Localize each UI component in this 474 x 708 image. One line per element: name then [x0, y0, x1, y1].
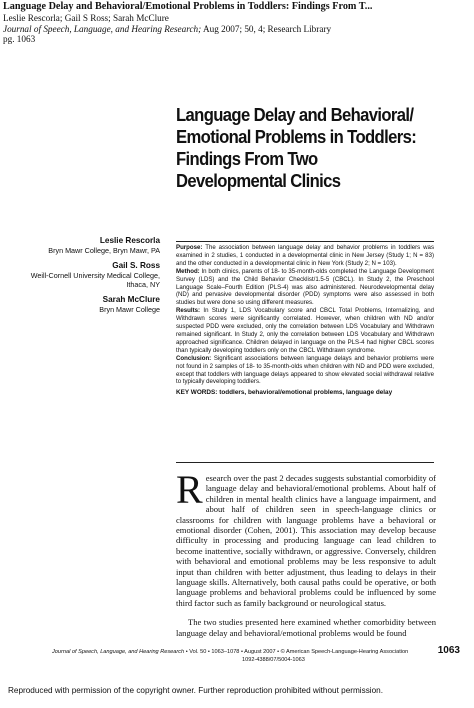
keywords-text: toddlers, behavioral/emotional problems, language delay [217, 389, 393, 397]
abstract-conclusion-text: Significant associations between language delays and behavior problems were not found in 2 samples of 18- to 35-month-olds when children with ND and PDD were excluded, except that toddlers with language delays appeared to show elevated social withdrawal relative to typically developing toddlers. [176, 354, 434, 386]
author-list [30, 236, 160, 320]
author-block [30, 236, 160, 255]
abstract-method [176, 268, 434, 308]
footer-line [52, 647, 460, 656]
abstract-purpose [176, 244, 434, 268]
copyright-notice: Reproduced with permission of the copyright owner. Further reproduction prohibited without permission. [8, 686, 383, 695]
abstract-results-text: In Study 1, LDS Vocabulary score and CBCL Total Problems, Internalizing, and Withdrawn scores were significantly correlated. However, when children with ND and/or suspected PDD were excluded, only the correlation between LDS Vocabulary and Withdrawn remained significant. In Study 2, only the correlation between LDS Vocabulary and Withdrawn approached significance. Children delayed in language on the PLS-4 had higher CBCL scores than typically developing toddlers only on the CBCL Withdrawn syndrome. [176, 307, 434, 354]
citation-title: Language Delay and Behavioral/Emotional Problems in Toddlers: Findings From T... [3, 1, 373, 12]
article-title: Language Delay and Behavioral/ Emotional Problems in Toddlers: Findings From Two Developmental Clinics [176, 104, 417, 191]
author-affiliation: Bryn Mawr College [99, 305, 160, 314]
body-paragraph [176, 467, 436, 608]
citation-journal-details: Aug 2007; 50, 4; Research Library [201, 23, 332, 34]
footer-issn: 1092-4388/07/5004-1063 [242, 657, 305, 663]
footer-journal: Journal of Speech, Language, and Hearing Research [52, 649, 185, 655]
abstract-results [176, 307, 434, 354]
author-name: Gail S. Ross [112, 261, 160, 270]
citation-journal [3, 24, 471, 35]
abstract-conclusion-label: Conclusion: [176, 354, 212, 362]
author-block [30, 261, 160, 289]
page-footer [52, 647, 460, 664]
abstract [176, 241, 434, 397]
abstract-method-text: In both clinics, parents of 18- to 35-month-olds completed the Language Development Survey (LDS) and the Child Behavior Checklist/1.5-5 (CBCL). In Study 2, the Preschool Language Scale–Fourth Edition (PLS-4) was also administered. Neurodevelopmental delay (ND) and pervasive developmental disorder (PDD) symptoms were also assessed in both studies but were done so using different measures. [176, 267, 434, 307]
author-block [30, 295, 160, 314]
footer-volume: • Vol. 50 • 1063–1078 • August 2007 • © American Speech-Language-Hearing Association [185, 649, 409, 655]
abstract-purpose-label: Purpose: [176, 244, 203, 251]
author-name: Leslie Rescorla [99, 236, 160, 245]
abstract-results-label: Results: [176, 307, 201, 315]
body-paragraph: The two studies presented here examined whether comorbidity between language delay and behavioral/emotional problems would be found [176, 617, 436, 638]
drop-cap: R [176, 467, 203, 512]
body-paragraph-text: esearch over the past 2 decades suggests substantial comorbidity of language delay and behavioral/emotional problems. About half of children in mental health clinics have a language impairment, and about half of children seen in speech-language clinics or classrooms for children with language problems have a behavioral or emotional disorder (Cohen, 2001). This association may develop because difficulty in processing and producing language can lead children to become inattentive, socially withdrawn, or aggressive. Conversely, children with behavioral and emotional problems may be less responsive to adult input than children with better adjustment, thus leading to delays in their language skills. Alternatively, both causal paths could be operative, or both language problems and behavioral problems could be influenced by some third factor such as family background or neurological status. [176, 473, 436, 608]
author-name: Sarah McClure [102, 295, 160, 304]
author-affiliation: Weill-Cornell University Medical College, Ithaca, NY [30, 271, 160, 289]
abstract-purpose-text: The association between language delay and behavior problems in toddlers was examined in 2 studies, 1 conducted in a developmental clinic in New Jersey (Study 1; N = 83) and the other conducted in a developmental clinic in New York (Study 2; N = 103). [176, 244, 434, 267]
footer-citation [52, 648, 408, 656]
keywords [176, 389, 434, 397]
section-divider [176, 462, 434, 463]
citation-header [3, 1, 471, 45]
citation-page: pg. 1063 [3, 34, 36, 45]
article-body [176, 467, 436, 638]
page-number: 1063 [437, 645, 460, 656]
keywords-label: KEY WORDS: [176, 389, 218, 397]
citation-authors: Leslie Rescorla; Gail S Ross; Sarah McClure [3, 13, 169, 23]
author-affiliation: Bryn Mawr College, Bryn Mawr, PA [48, 246, 160, 255]
citation-journal-name: Journal of Speech, Language, and Hearing Research; [3, 23, 202, 34]
abstract-conclusion [176, 355, 434, 387]
abstract-method-label: Method: [176, 267, 200, 275]
